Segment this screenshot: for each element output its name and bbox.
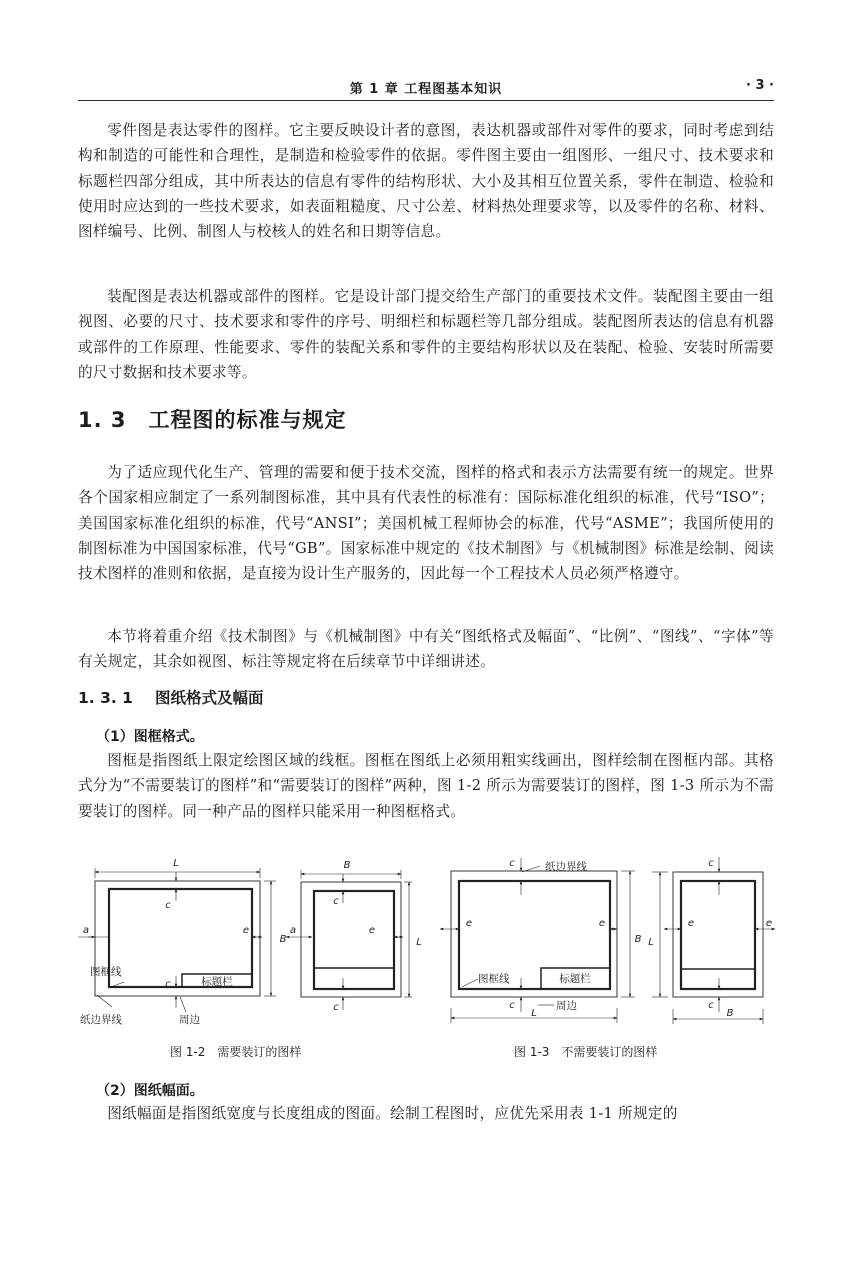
fig12b-label-L: L (416, 937, 422, 948)
fig12b-label-c-bottom: c (333, 1002, 339, 1013)
item-frame-format: （1）图框格式。 (96, 729, 204, 745)
fig13b-label-c-bottom: c (708, 1000, 714, 1011)
fig13-title-block-label: 标题栏 (559, 973, 591, 985)
fig12b-label-c-top: c (333, 896, 339, 907)
fig12b-label-e: e (368, 925, 376, 936)
fig13a-label-c-bottom: c (509, 1000, 515, 1011)
fig13a-label-c-top: c (509, 858, 515, 869)
fig13b-label-e-right: e (765, 918, 773, 929)
fig12-title-block-label: 标题栏 (201, 976, 233, 988)
caption-number: 图 1-3 (514, 1045, 550, 1059)
fig12a-label-L: L (173, 858, 179, 869)
fig13b-label-c-top: c (708, 858, 714, 869)
subsection-title: 图纸格式及幅面 (154, 689, 264, 707)
fig13-paper-border-label: 纸边界线 (545, 861, 587, 873)
fig12-paper-border-label: 纸边界线 (80, 1014, 122, 1026)
chapter-title: 第 1 章 工程图基本知识 (349, 82, 503, 97)
paragraph-assembly-drawing: 装配图是表达机器或部件的图样。它是设计部门提交给生产部门的重要技术文件。装配图主要由一组视图、必要的尺寸、技术要求和零件的序号、明细栏和标题栏等几部分组成。装配图所表达的信息有机器或部件的工作原理、性能要求、零件的装配关系和零件的主要结构形状以及在装配、检验、安装时所需要的尺寸数据和技术要求等。 (78, 288, 774, 381)
fig12-portrait-drawing (286, 870, 412, 1010)
fig12a-label-B: B (279, 934, 287, 945)
fig13b-label-B: B (726, 1008, 734, 1019)
fig13-margin-label: 周边 (556, 1000, 577, 1012)
fig13a-label-B: B (634, 934, 642, 945)
fig13a-label-e-right: e (598, 918, 606, 929)
fig12b-label-a: a (289, 925, 297, 936)
section-number: 1. 3 (78, 408, 127, 432)
figure-caption-1-2 (170, 1043, 301, 1060)
paragraph-part-drawing: 零件图是表达零件的图样。它主要反映设计者的意图，表达机器或部件对零件的要求，同时考虑到结构和制造的可能性和合理性，是制造和检验零件的依据。零件图主要由一组图形、一组尺寸、技术要求和标题栏四部分组成，其中所表达的信息有零件的结构形状、大小及其相互位置关系，零件在制造、检验和使用时应达到的一些技术要求，如表面粗糙度、尺寸公差、材料热处理要求等，以及零件的名称、材料、图样编号、比例、制图人与校核人的姓名和日期等信息。 (78, 122, 774, 241)
caption-text: 需要装订的图样 (217, 1045, 302, 1059)
fig12-landscape-drawing (78, 868, 276, 1012)
fig13b-label-L: L (648, 937, 654, 948)
fig13a-label-L: L (531, 1008, 537, 1019)
item-paper-size: （2）图纸幅面。 (96, 1083, 204, 1099)
subsection-number: 1. 3. 1 (78, 689, 133, 707)
fig12a-label-e: e (242, 925, 250, 936)
fig13-frame-line-label: 图框线 (478, 973, 510, 985)
fig12a-label-a: a (82, 925, 90, 936)
fig13a-label-e-left: e (465, 918, 473, 929)
caption-number: 图 1-2 (170, 1045, 206, 1059)
fig12b-label-B: B (343, 860, 351, 871)
page-number: · 3 · (746, 78, 774, 93)
paragraph-frame-format: 图框是指图纸上限定绘图区域的线框。图框在图纸上必须用粗实线画出，图样绘制在图框内部。其格式分为“不需要装订的图样”和“需要装订的图样”两种，图 1-2 所示为需要装订的图样，图 1-3 所示为不需要装订的图样。同一种产品的图样只能采用一种图框格式。 (78, 752, 774, 820)
paragraph-paper-size: 图纸幅面是指图纸宽度与长度组成的图面。绘制工程图时，应优先采用表 1-1 所规定的 (107, 1105, 678, 1122)
fig13b-label-e-left: e (687, 918, 695, 929)
fig13-portrait-drawing (652, 857, 775, 1024)
fig12-margin-label: 周边 (179, 1014, 200, 1026)
section-title: 工程图的标准与规定 (148, 408, 347, 432)
fig12a-label-c-bottom: c (165, 979, 171, 990)
figure-caption-1-3 (514, 1043, 657, 1060)
paragraph-standards: 为了适应现代化生产、管理的需要和便于技术交流，图样的格式和表示方法需要有统一的规定。世界各个国家相应制定了一系列制图标准，其中具有代表性的标准有：国际标准化组织的标准，代号“ISO”；美国国家标准化组织的标准，代号“ANSI”；美国机械工程师协会的标准，代号“ASME”；我国所使用的制图标准为中国国家标准，代号“GB”。国家标准中规定的《技术制图》与《机械制图》标准是绘制、阅读技术图样的准则和依据，是直接为设计生产服务的，因此每一个工程技术人员必须严格遵守。 (78, 464, 774, 583)
paragraph-section-intro: 本节将着重介绍《技术制图》与《机械制图》中有关“图纸格式及幅面”、“比例”、“图线”、“字体”等有关规定，其余如视图、标注等规定将在后续章节中详细讲述。 (78, 628, 774, 671)
caption-text: 不需要装订的图样 (561, 1045, 658, 1059)
fig12a-label-c-top: c (165, 900, 171, 911)
fig12-frame-line-label: 图框线 (90, 966, 122, 978)
fig13-landscape-drawing (440, 858, 635, 1023)
